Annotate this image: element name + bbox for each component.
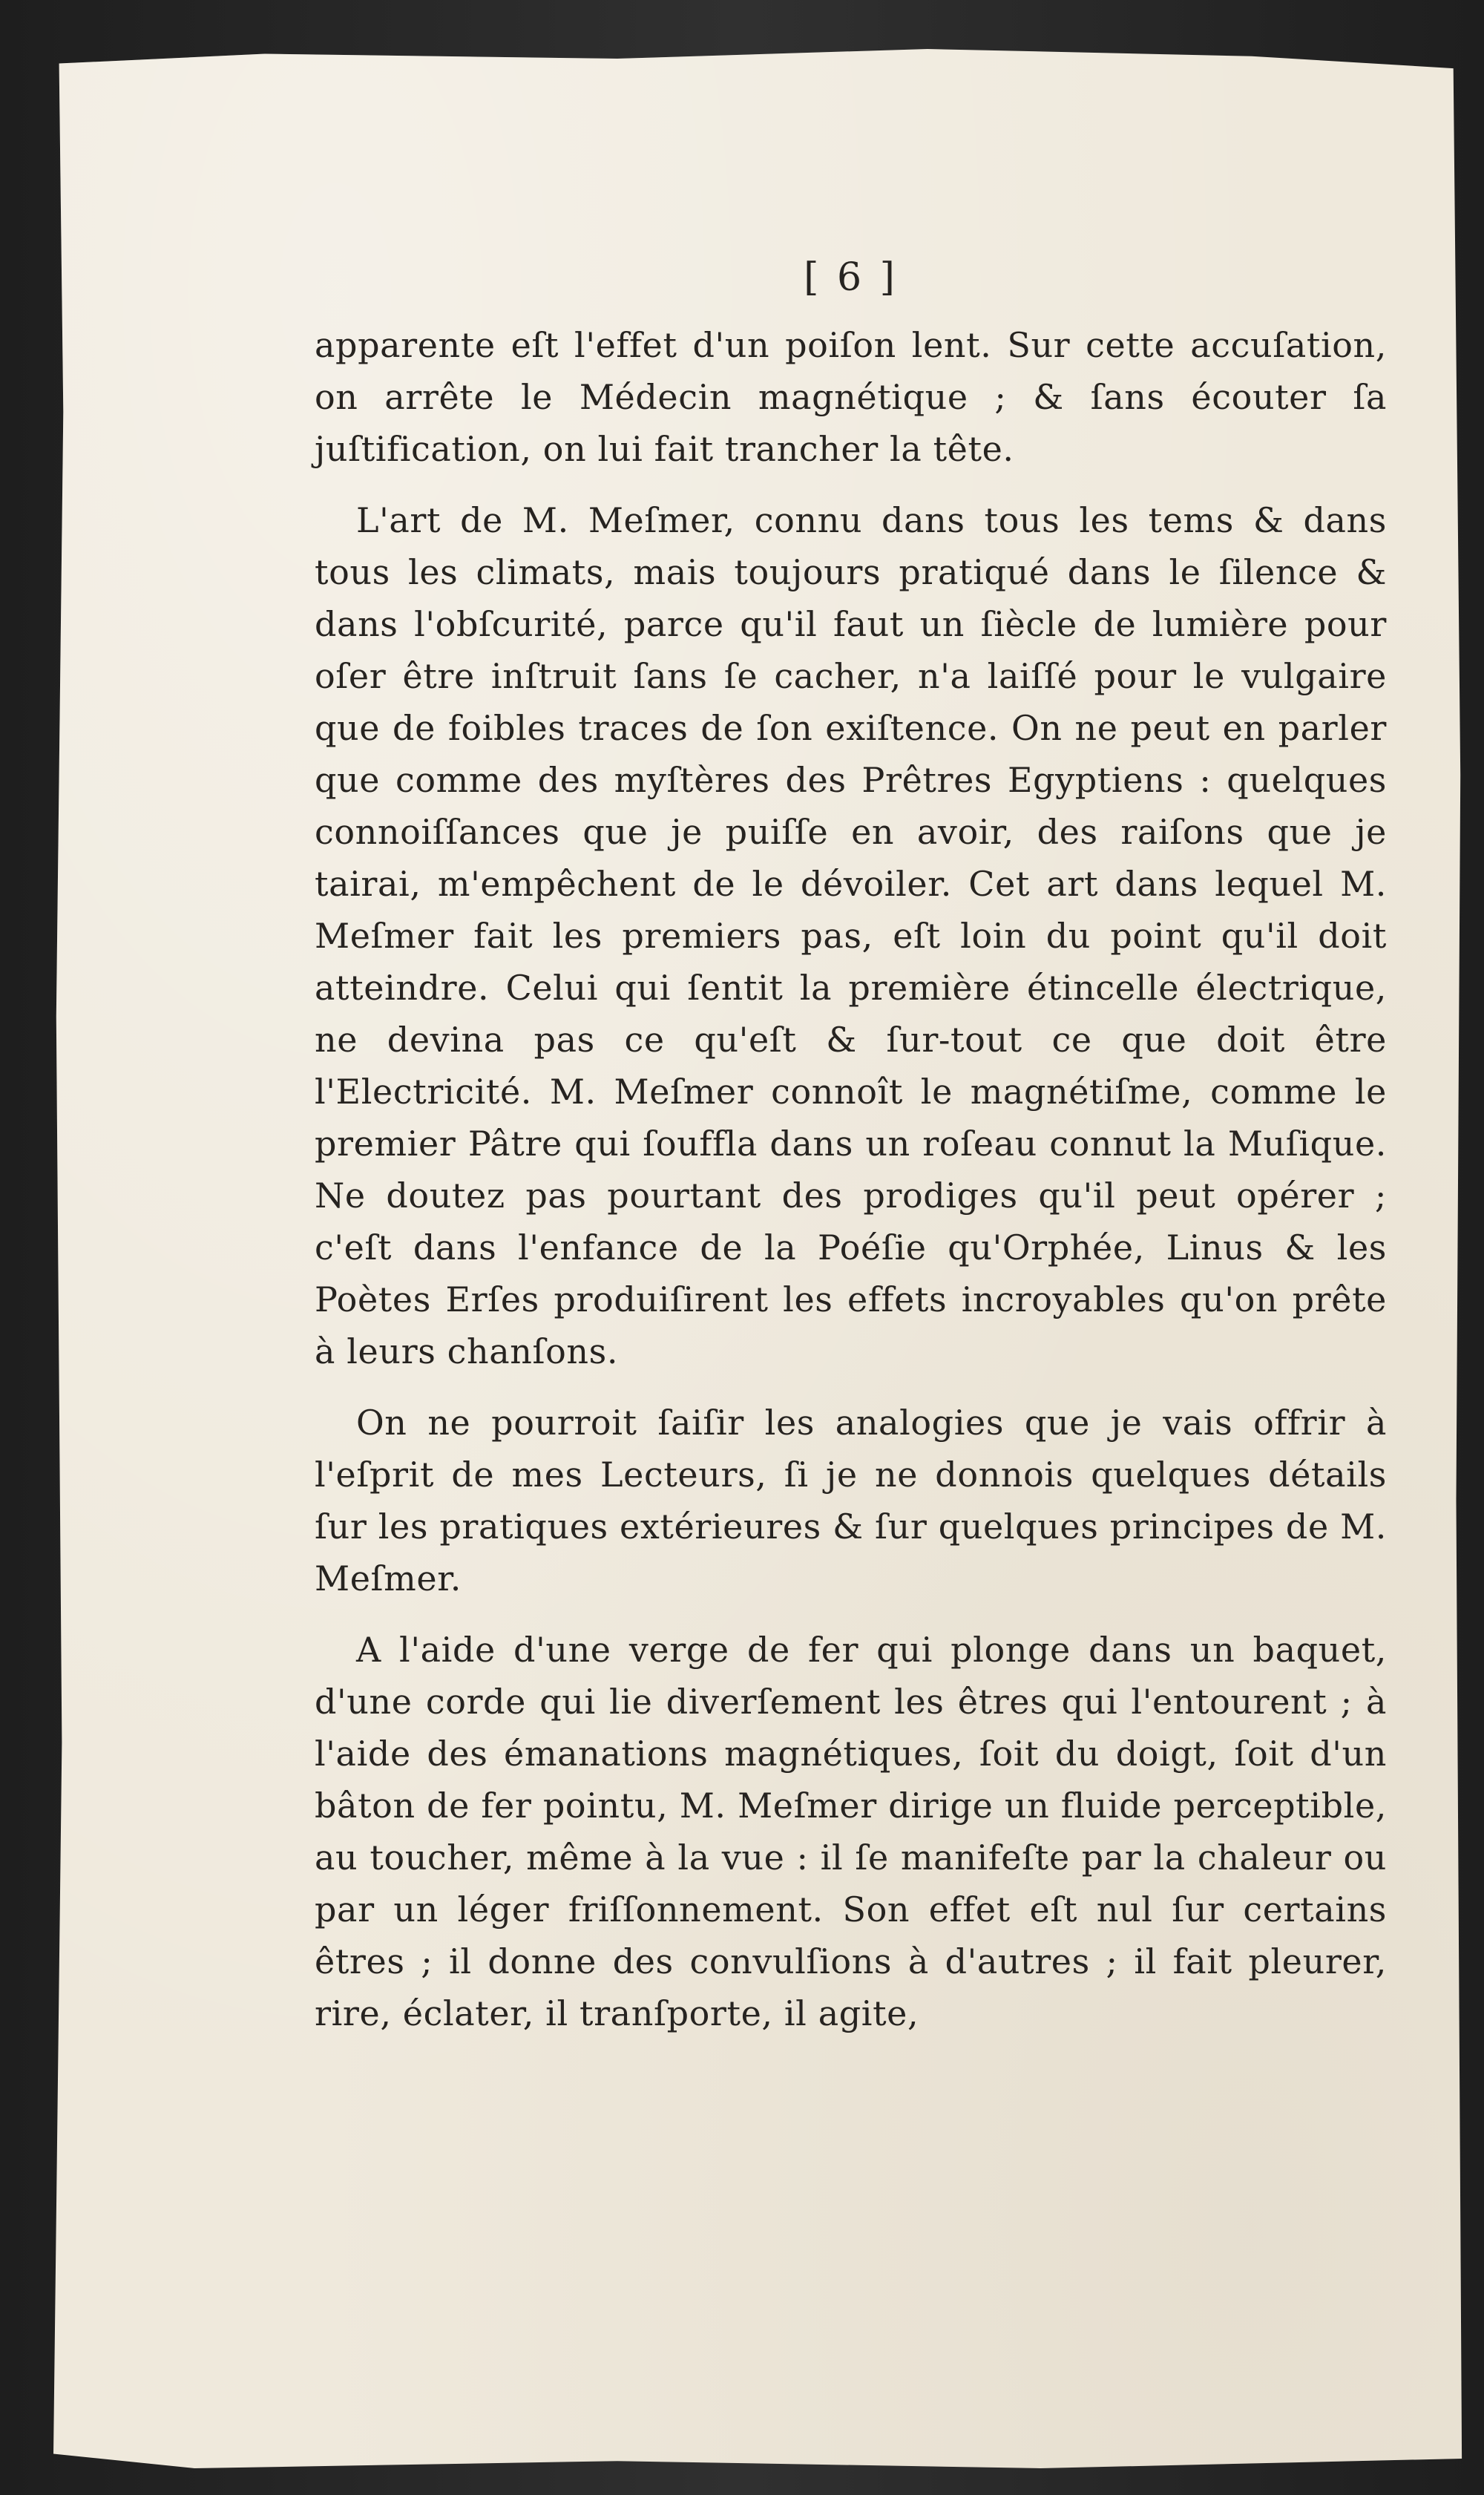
paragraph-4: A l'aide d'une verge de fer qui plonge dans un baquet, d'une corde qui lie diverſement les êtres qui l'entourent ; à l'aide des émanations magnétiques, ſoit du doigt, ſoit d'un bâton de fer pointu, M. Meſmer dirige un fluide perceptible, au toucher, même à la vue : il ſe manifeſte par la chaleur ou par un léger friſſonnement. Son effet eſt nul ſur certains êtres ; il donne des convulſions à d'autres ; il fait pleurer, rire, éclater, il tranſporte, il agite, <box>315 1630 1387 2033</box>
paragraph-2: L'art de M. Meſmer, connu dans tous les tems & dans tous les climats, mais toujours pratiqué dans le ſilence & dans l'obſcurité, parce qu'il faut un ſiècle de lumière pour oſer être inſtruit ſans ſe cacher, n'a laiſſé pour le vulgaire que de foibles traces de ſon exiſtence. On ne peut en parler que comme des myſtères des Prêtres Egyptiens : quelques connoiſſances que je puiſſe en avoir, des raiſons que je tairai, m'empêchent de le dévoiler. Cet art dans lequel M. Meſmer fait les premiers pas, eſt loin du point qu'il doit atteindre. Celui qui ſentit la première étincelle électrique, ne devina pas ce qu'eſt & ſur-tout ce que doit être l'Electricité. M. Meſmer connoît le magnétiſme, comme le premier Pâtre qui ſouffla dans un roſeau connut la Muſique. Ne doutez pas pourtant des prodiges qu'il peut opérer ; c'eſt dans l'enfance de la Poéſie qu'Orphée, Linus & les Poètes Erſes produiſirent les effets incroyables qu'on prête à leurs chanſons. <box>315 500 1387 1371</box>
paragraph-3: On ne pourroit ſaiſir les analogies que je vais offrir à l'eſprit de mes Lecteurs, ſi je ne donnois quelques détails ſur les pratiques extérieures & ſur quelques principes de M. Meſmer. <box>315 1403 1387 1599</box>
page-body <box>315 319 1387 2059</box>
page-number: [ 6 ] <box>804 255 898 300</box>
paragraph-1: apparente eſt l'effet d'un poiſon lent. Sur cette accuſation, on arrête le Médecin magnétique ; & ſans écouter ſa juſtification, on lui fait trancher la tête. <box>315 325 1387 469</box>
